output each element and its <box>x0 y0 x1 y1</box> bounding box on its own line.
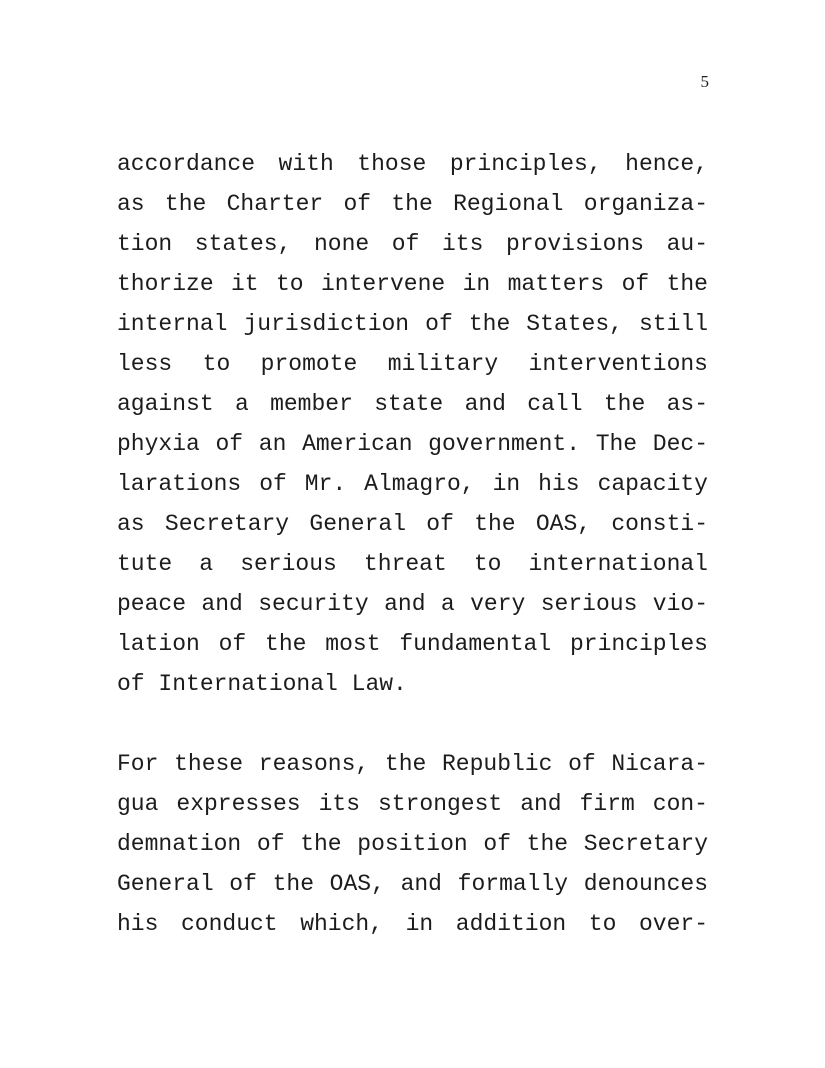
text-line: tion states, none of its provisions au- <box>117 231 708 257</box>
text-line: lation of the most fundamental principles <box>117 631 708 657</box>
text-line: internal jurisdiction of the States, still <box>117 311 708 337</box>
text-line: thorize it to intervene in matters of the <box>117 271 708 297</box>
text-line: phyxia of an American government. The Dec- <box>117 431 708 457</box>
text-line: as the Charter of the Regional organiza- <box>117 191 708 217</box>
text-line: General of the OAS, and formally denounces <box>117 871 708 897</box>
text-line: his conduct which, in addition to over- <box>117 911 708 937</box>
text-line: gua expresses its strongest and firm con- <box>117 791 708 817</box>
paragraph <box>117 744 708 944</box>
text-line: of International Law. <box>117 671 407 697</box>
text-line: as Secretary General of the OAS, consti- <box>117 511 708 537</box>
document-body <box>117 144 708 984</box>
text-line: against a member state and call the as- <box>117 391 708 417</box>
text-line: For these reasons, the Republic of Nicara- <box>117 751 708 777</box>
text-line: peace and security and a very serious vio- <box>117 591 708 617</box>
text-line: demnation of the position of the Secretary <box>117 831 708 857</box>
text-line: accordance with those principles, hence, <box>117 151 708 177</box>
paragraph <box>117 144 708 704</box>
text-line: tute a serious threat to international <box>117 551 708 577</box>
text-line: larations of Mr. Almagro, in his capacity <box>117 471 708 497</box>
page-number: 5 <box>700 72 709 91</box>
text-line: less to promote military interventions <box>117 351 708 377</box>
